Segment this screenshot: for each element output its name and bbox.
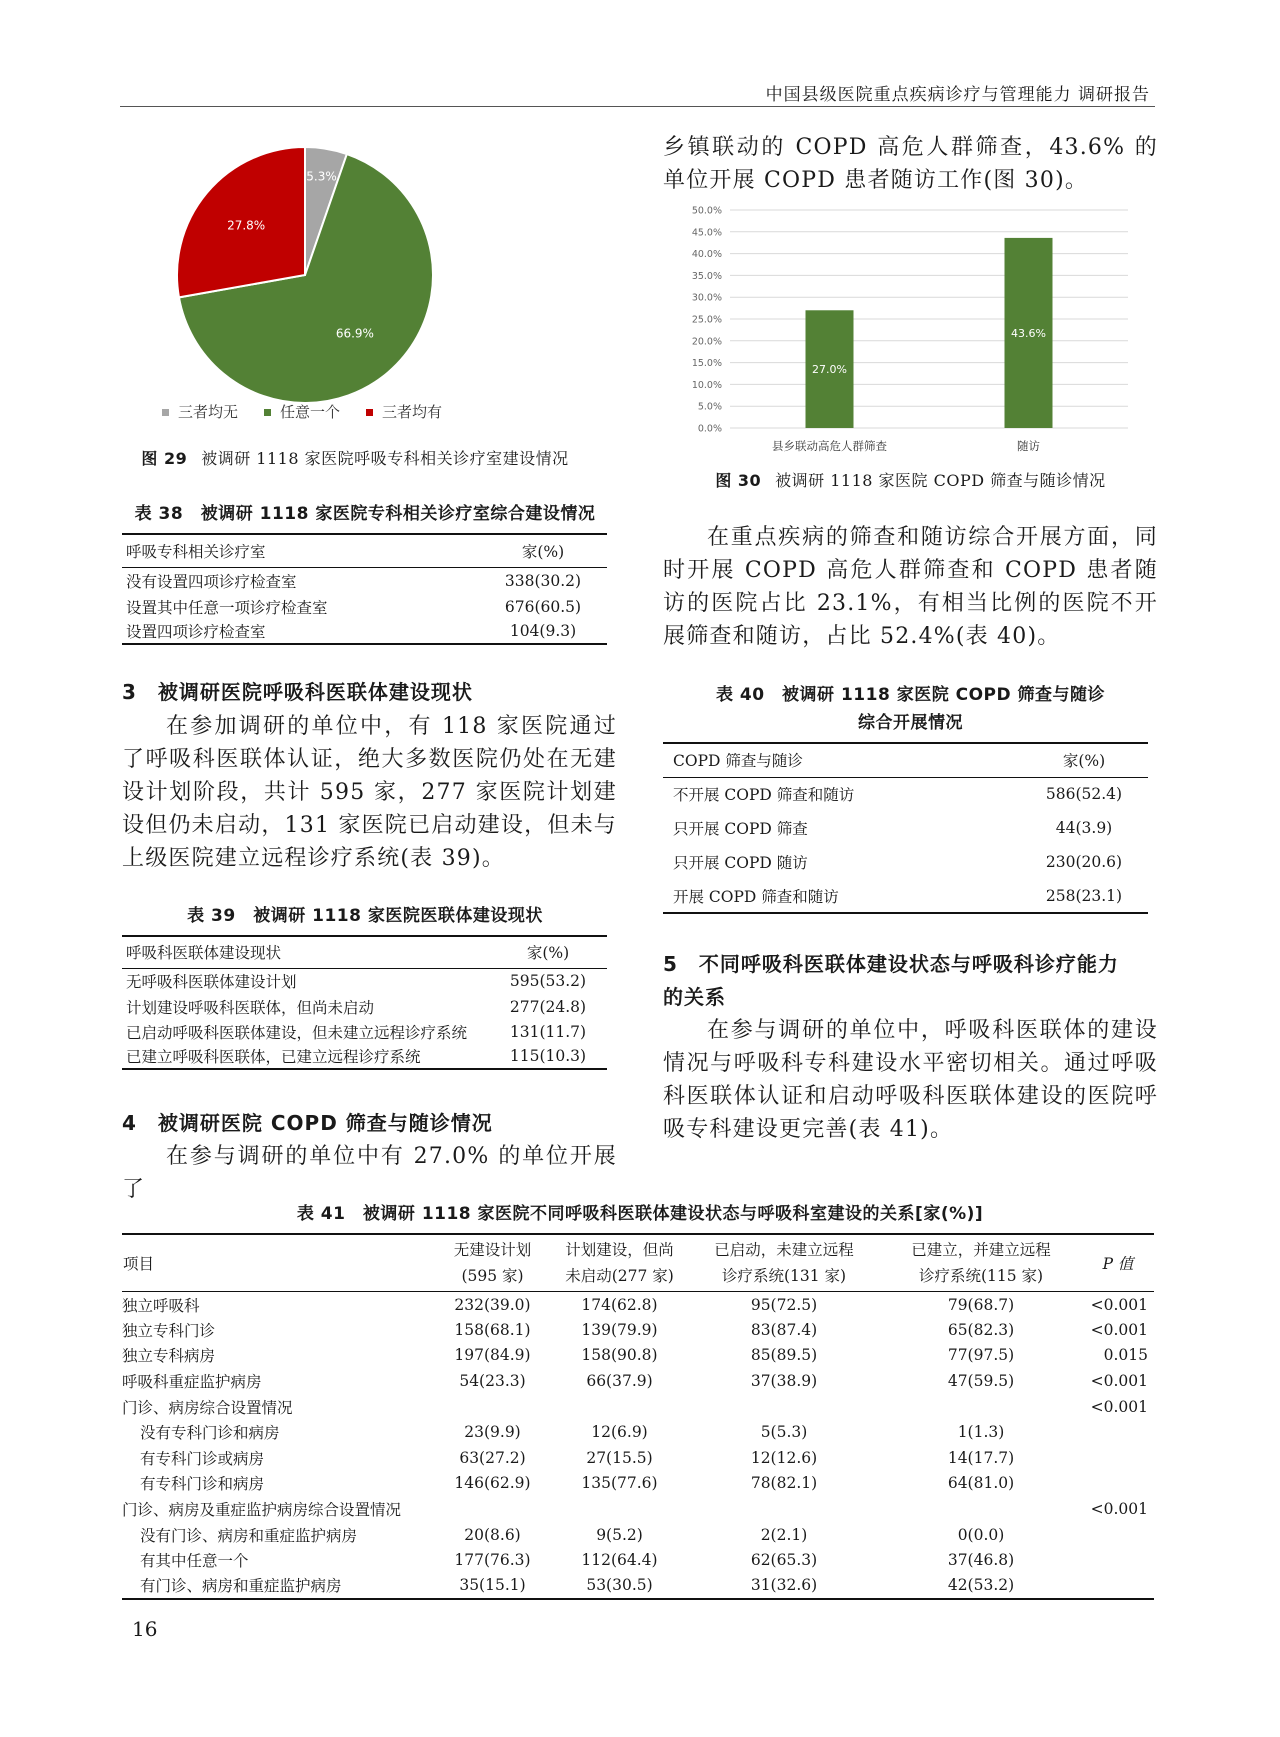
table-41-cell: 139(79.9) xyxy=(581,1320,658,1339)
running-header: 中国县级医院重点疾病诊疗与管理能力 调研报告 xyxy=(765,85,1150,105)
table-41-cell: 53(30.5) xyxy=(586,1576,653,1595)
table-40-header-item: COPD 筛查与随诊 xyxy=(673,752,803,771)
table-41-row-label: 有专科门诊和病房 xyxy=(140,1475,265,1494)
table-41-cell: 37(38.9) xyxy=(750,1372,818,1391)
table-41-header-p: P 值 xyxy=(1102,1255,1134,1273)
table-38-title: 表 38 被调研 1118 家医院专科相关诊疗室综合建设情况 xyxy=(134,504,596,524)
table-row xyxy=(663,879,1148,913)
section-5-paragraph: 在参与调研的单位中，呼吸科医联体的建设情况与呼吸科专科建设水平密切相关。通过呼吸科医联体认证和启动呼吸科医联体建设的医院呼吸专科建设更完善(表 41)。 xyxy=(663,1018,1158,1142)
table-41-cell: 23(9.9) xyxy=(464,1423,521,1442)
table-38 xyxy=(122,533,607,645)
table-40-title-line1: 表 40 被调研 1118 家医院 COPD 筛查与随诊 xyxy=(715,685,1106,705)
table-41-cell xyxy=(551,1496,688,1522)
table-41-cell: 12(12.6) xyxy=(750,1448,818,1467)
table-39-title: 表 39 被调研 1118 家医院医联体建设现状 xyxy=(187,906,543,926)
table-41-cell: 9(5.2) xyxy=(596,1525,643,1544)
table-41-cell: 66(37.9) xyxy=(586,1372,653,1391)
table-41-row-label: 有专科门诊或病房 xyxy=(140,1449,265,1468)
table-row xyxy=(663,811,1148,845)
figure-30-caption xyxy=(663,468,1158,491)
table-40-cell: 230(20.6) xyxy=(1045,853,1123,871)
table-row xyxy=(122,1573,1154,1599)
table-row xyxy=(122,1394,1154,1420)
table-41-cell: 27(15.5) xyxy=(586,1448,653,1467)
table-41-col-head-line: 诊疗系统(131 家) xyxy=(721,1267,847,1285)
table-38-cell: 设置其中任意一项诊疗检查室 xyxy=(126,598,328,617)
table-41-p-value: <0.001 xyxy=(1090,1397,1148,1416)
table-39-cell: 已建立呼吸科医联体，已建立远程诊疗系统 xyxy=(126,1048,421,1066)
table-row xyxy=(122,1419,1154,1445)
table-41-col-head-line: 未启动(277 家) xyxy=(565,1267,674,1285)
table-41-cell: 174(62.8) xyxy=(581,1295,658,1314)
table-41-cell: 232(39.0) xyxy=(454,1295,531,1314)
y-tick-label: 10.0% xyxy=(691,379,722,391)
y-tick-label: 15.0% xyxy=(691,358,722,370)
table-38-cell: 676(60.5) xyxy=(504,597,582,616)
table-41-col-head-line: 无建设计划 xyxy=(453,1241,532,1259)
table-41-cell xyxy=(551,1394,688,1420)
table-41-row-label: 没有门诊、病房和重症监护病房 xyxy=(140,1526,358,1545)
table-41-cell: 2(2.1) xyxy=(760,1525,808,1544)
table-41-cell: 177(76.3) xyxy=(454,1551,531,1570)
table-row xyxy=(122,1343,1154,1369)
figure-29-caption-text: 被调研 1118 家医院呼吸专科相关诊疗室建设情况 xyxy=(201,449,569,468)
x-category-label: 县乡联动高危人群筛查 xyxy=(772,439,887,453)
y-tick-label: 50.0% xyxy=(691,205,722,217)
figure-30-number: 图 30 xyxy=(715,471,762,490)
figure-29-caption xyxy=(120,446,590,469)
table-41-p-value: 0.015 xyxy=(1103,1346,1148,1365)
table-41-title: 表 41 被调研 1118 家医院不同呼吸科医联体建设状态与呼吸科室建设的关系[家(%)] xyxy=(296,1204,984,1224)
table-41-p-value: <0.001 xyxy=(1090,1372,1148,1391)
legend-label: 三者均无 xyxy=(178,403,239,421)
table-41-cell: 62(65.3) xyxy=(750,1551,818,1570)
table-41-p-value xyxy=(1082,1471,1154,1497)
table-41-cell: 54(23.3) xyxy=(459,1372,526,1391)
legend-label: 任意一个 xyxy=(280,403,341,421)
table-41-col-head-line: 已启动，未建立远程 xyxy=(714,1241,854,1259)
table-38-header-item: 呼吸专科相关诊疗室 xyxy=(126,542,266,561)
table-41-cell: 65(82.3) xyxy=(947,1320,1015,1339)
table-row xyxy=(122,619,607,644)
table-39-header-item: 呼吸科医联体建设现状 xyxy=(126,944,282,963)
table-row xyxy=(122,994,607,1019)
table-39-cell: 277(24.8) xyxy=(509,997,587,1016)
table-row xyxy=(663,777,1148,811)
screening-paragraph: 在重点疾病的筛查和随访综合开展方面，同时开展 COPD 高危人群筛查和 COPD 患者随访的医院占比 23.1%，有相当比例的医院不开展筛查和随访，占比 52.4%(表 40)。 xyxy=(663,525,1158,649)
section-3-paragraph: 在参加调研的单位中，有 118 家医院通过了呼吸科医联体认证，绝大多数医院仍处在无建设计划阶段，共计 595 家，277 家医院计划建设但仍未启动，131 家医院已启动建设，但未与上级医院建立远程诊疗系统(表 39)。 xyxy=(122,714,617,871)
table-41-cell: 14(17.7) xyxy=(947,1448,1015,1467)
table-41-cell: 1(1.3) xyxy=(957,1423,1005,1442)
table-row xyxy=(122,1445,1154,1471)
table-39-cell: 已启动呼吸科医联体建设，但未建立远程诊疗系统 xyxy=(126,1023,468,1042)
table-row xyxy=(122,1496,1154,1522)
table-41-row-label: 独立呼吸科 xyxy=(122,1296,200,1315)
table-39-cell: 131(11.7) xyxy=(509,1022,587,1041)
table-41-p-value xyxy=(1082,1445,1154,1471)
table-41-cell: 158(68.1) xyxy=(454,1320,531,1339)
y-tick-label: 40.0% xyxy=(691,249,722,261)
table-41-cell: 12(6.9) xyxy=(591,1423,648,1442)
x-category-label: 随访 xyxy=(1017,439,1040,453)
legend-swatch xyxy=(366,409,373,416)
legend-swatch xyxy=(162,409,169,416)
table-41-cell xyxy=(880,1394,1082,1420)
table-41-p-value xyxy=(1082,1547,1154,1573)
table-row xyxy=(122,1317,1154,1343)
table-41-cell: 158(90.8) xyxy=(581,1346,658,1365)
pie-data-label: 27.8% xyxy=(227,218,266,233)
table-41-row-label: 门诊、病房综合设置情况 xyxy=(122,1398,293,1417)
table-row xyxy=(122,567,607,594)
y-tick-label: 0.0% xyxy=(697,423,722,435)
table-row xyxy=(122,594,607,619)
table-row xyxy=(122,1471,1154,1497)
table-41-cell: 20(8.6) xyxy=(464,1525,521,1544)
figure-30-caption-text: 被调研 1118 家医院 COPD 筛查与随诊情况 xyxy=(775,471,1106,490)
section-5-heading-line1: 5 不同呼吸科医联体建设状态与呼吸科诊疗能力 xyxy=(663,952,1119,976)
table-41-cell: 5(5.3) xyxy=(760,1423,808,1442)
table-41-header-item: 项目 xyxy=(123,1255,155,1273)
table-41-p-value xyxy=(1082,1522,1154,1548)
figure-29-pie-chart xyxy=(150,135,550,435)
table-41-cell: 42(53.2) xyxy=(947,1576,1015,1595)
section-4-paragraph-start: 在参与调研的单位中有 27.0% 的单位开展了 xyxy=(122,1144,617,1202)
table-41-col-head-line: 诊疗系统(115 家) xyxy=(918,1267,1044,1285)
table-41-cell: 197(84.9) xyxy=(454,1346,531,1365)
y-tick-label: 25.0% xyxy=(691,314,722,326)
table-row xyxy=(122,1019,607,1044)
table-41-p-value: <0.001 xyxy=(1090,1500,1148,1519)
table-row xyxy=(663,845,1148,879)
table-38-cell: 338(30.2) xyxy=(504,571,582,590)
y-tick-label: 20.0% xyxy=(691,336,722,348)
figure-30-bar-chart xyxy=(680,200,1140,460)
table-41-cell xyxy=(688,1394,880,1420)
table-41-col-head xyxy=(688,1234,880,1292)
table-41-row-label: 没有专科门诊和病房 xyxy=(140,1424,280,1443)
table-41-cell: 85(89.5) xyxy=(750,1346,818,1365)
y-tick-label: 30.0% xyxy=(691,292,722,304)
table-41-p-value: <0.001 xyxy=(1090,1295,1148,1314)
table-row xyxy=(122,1522,1154,1548)
bar-data-label: 27.0% xyxy=(812,363,847,377)
table-41-row-label: 独立专科病房 xyxy=(122,1347,216,1366)
table-40-cell: 不开展 COPD 筛查和随访 xyxy=(673,786,855,805)
table-41-cell xyxy=(434,1394,551,1420)
legend-label: 三者均有 xyxy=(382,403,443,421)
table-41-row-label: 门诊、病房及重症监护病房综合设置情况 xyxy=(122,1501,402,1520)
table-40-cell: 只开展 COPD 筛查 xyxy=(673,820,808,838)
table-38-cell: 104(9.3) xyxy=(509,622,577,640)
table-41-cell: 83(87.4) xyxy=(750,1320,818,1339)
table-41-cell: 95(72.5) xyxy=(750,1295,818,1314)
table-41-col-head-line: 已建立，并建立远程 xyxy=(911,1241,1051,1259)
table-row xyxy=(122,968,607,994)
table-39-cell: 计划建设呼吸科医联体，但尚未启动 xyxy=(126,998,375,1017)
table-41-row-label: 有门诊、病房和重症监护病房 xyxy=(140,1577,342,1596)
table-39-cell: 无呼吸科医联体建设计划 xyxy=(126,973,297,992)
table-41-cell: 135(77.6) xyxy=(581,1474,658,1493)
table-41-cell: 35(15.1) xyxy=(459,1576,526,1595)
table-41-cell xyxy=(434,1496,551,1522)
table-41-col-head xyxy=(434,1234,551,1292)
table-40-header-value: 家(%) xyxy=(1062,752,1106,771)
table-38-header-value: 家(%) xyxy=(521,542,565,561)
table-39-header-value: 家(%) xyxy=(526,944,570,963)
y-tick-label: 45.0% xyxy=(691,227,722,239)
table-41-cell: 37(46.8) xyxy=(947,1551,1015,1570)
table-row xyxy=(122,1292,1154,1318)
table-41-col-head-line: 计划建设，但尚 xyxy=(565,1241,674,1259)
table-41-p-value xyxy=(1082,1419,1154,1445)
table-40-cell: 44(3.9) xyxy=(1055,819,1113,837)
table-41-cell: 31(32.6) xyxy=(750,1576,818,1595)
legend-swatch xyxy=(264,409,271,416)
table-41-cell: 47(59.5) xyxy=(947,1372,1015,1391)
table-38-cell: 设置四项诊疗检查室 xyxy=(126,623,266,641)
section-3-heading: 3 被调研医院呼吸科医联体建设现状 xyxy=(122,680,473,704)
bar-data-label: 43.6% xyxy=(1011,326,1046,340)
table-41-cell: 64(81.0) xyxy=(947,1474,1015,1493)
table-41-cell xyxy=(688,1496,880,1522)
table-41-col-head-line: (595 家) xyxy=(461,1267,524,1285)
table-39 xyxy=(122,935,607,1070)
table-40-cell: 586(52.4) xyxy=(1045,785,1123,804)
table-row xyxy=(122,1044,607,1069)
table-41-row-label: 有其中任意一个 xyxy=(140,1552,249,1571)
table-41-cell: 79(68.7) xyxy=(947,1295,1015,1314)
table-41-cell: 146(62.9) xyxy=(454,1474,531,1493)
table-38-cell: 没有设置四项诊疗检查室 xyxy=(126,572,297,591)
section-4-paragraph-cont: 乡镇联动的 COPD 高危人群筛查，43.6% 的单位开展 COPD 患者随访工作(图 30)。 xyxy=(663,135,1158,193)
table-41-cell: 112(64.4) xyxy=(581,1551,658,1570)
table-41-col-head xyxy=(880,1234,1082,1292)
table-39-cell: 115(10.3) xyxy=(509,1047,587,1065)
table-41-p-value xyxy=(1082,1573,1154,1599)
table-41-cell xyxy=(880,1496,1082,1522)
table-41-p-value: <0.001 xyxy=(1090,1320,1148,1339)
table-row xyxy=(122,1547,1154,1573)
table-39-cell: 595(53.2) xyxy=(509,972,587,991)
table-41-cell: 63(27.2) xyxy=(459,1448,526,1467)
table-40 xyxy=(663,742,1148,914)
section-4-heading: 4 被调研医院 COPD 筛查与随诊情况 xyxy=(122,1111,493,1135)
y-tick-label: 5.0% xyxy=(697,401,722,413)
y-tick-label: 35.0% xyxy=(691,270,722,282)
table-41-row-label: 独立专科门诊 xyxy=(122,1321,216,1340)
table-40-title-line2: 综合开展情况 xyxy=(858,713,963,733)
table-41-cell: 0(0.0) xyxy=(957,1525,1005,1544)
section-5-heading-line2: 的关系 xyxy=(663,985,726,1009)
table-40-cell: 258(23.1) xyxy=(1045,886,1123,905)
table-40-cell: 只开展 COPD 随访 xyxy=(673,854,808,872)
figure-29-number: 图 29 xyxy=(141,449,188,468)
table-row xyxy=(122,1368,1154,1394)
table-41-cell: 77(97.5) xyxy=(947,1346,1015,1365)
table-41 xyxy=(122,1233,1154,1600)
table-41-cell: 78(82.1) xyxy=(750,1474,818,1493)
table-41-col-head xyxy=(551,1234,688,1292)
table-41-body xyxy=(122,1292,1154,1599)
pie-data-label: 5.3% xyxy=(306,169,337,184)
page-number: 16 xyxy=(132,1617,158,1641)
header-rule xyxy=(120,106,1155,107)
table-40-cell: 开展 COPD 筛查和随访 xyxy=(673,887,839,906)
pie-data-label: 66.9% xyxy=(335,326,374,341)
table-41-row-label: 呼吸科重症监护病房 xyxy=(122,1373,262,1392)
